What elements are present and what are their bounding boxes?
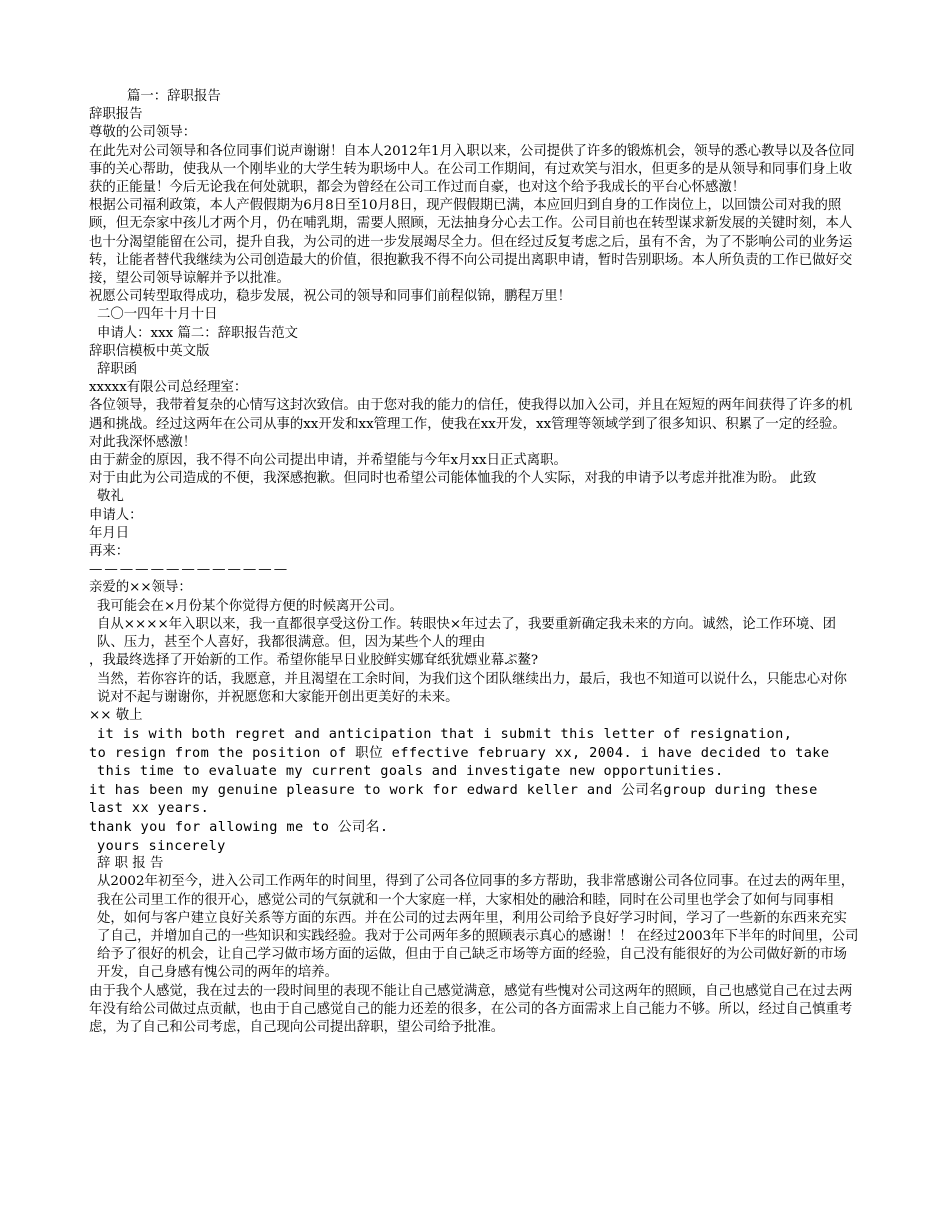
document-heading: 篇一：辞职报告 bbox=[127, 89, 221, 104]
paragraph: 我可能会在×月份某个你觉得方便的时候离开公司。 bbox=[97, 598, 403, 614]
paragraph-title: 辞 职 报 告 bbox=[97, 856, 164, 872]
paragraph-date: 年月日 bbox=[89, 525, 130, 541]
paragraph: 由于薪金的原因，我不得不向公司提出申请，并希望能与今年x月xx日正式离职。 bbox=[89, 453, 567, 469]
paragraph-signoff: ×× 敬上 bbox=[89, 707, 143, 723]
paragraph-date: 二〇一四年十月十日 bbox=[97, 307, 218, 323]
english-line: it is with both regret and anticipation that i submit this letter of resignation, bbox=[97, 726, 793, 743]
document-page bbox=[89, 88, 859, 1037]
paragraph-salutation: xxxxx有限公司总经理室： bbox=[89, 380, 248, 396]
english-line: it has been my genuine pleasure to work for edward keller and 公司名group during these last xx years. bbox=[89, 781, 827, 817]
paragraph-subtitle: 辞职信模板中英文版 bbox=[89, 343, 210, 359]
paragraph: 从2002年初至今，进入公司工作两年的时间里，得到了公司各位同事的多方帮助，我非常感谢公司各位同事。在过去的两年里，我在公司里工作的很开心，感觉公司的气氛就和一个大家庭一样，大家相处的融洽和睦，同时在公司里也学会了如何与同事相处，如何与客户建立良好关系等方面的东西。并在公司的过去两年里，利用公司给予良好学习时间，学习了一些新的东西来充实了自己，并增加自己的一些知识和实践经验。我对于公司两年多的照顾表示真心的感谢！！ 在经过2003年下半年的时间里，公司给予了很好的机会，让自己学习做市场方面的运做，但由于自己缺乏市场等方面的经验，自己没有能很好的为公司做好新的市场开发，自己身感有愧公司的两年的培养。 bbox=[97, 874, 859, 981]
paragraph: 各位领导，我带着复杂的心情写这封次致信。由于您对我的能力的信任，使我得以加入公司，并且在短短的两年间获得了许多的机遇和挑战。经过这两年在公司从事的xx开发和xx管理工作，使我在xx开发，xx管理等领域学到了很多知识、积累了一定的经验。对此我深怀感激！ bbox=[89, 398, 853, 450]
paragraph: 祝愿公司转型取得成功，稳步发展，祝公司的领导和同事们前程似锦，鹏程万里！ bbox=[89, 289, 572, 305]
paragraph-title: 辞职函 bbox=[97, 362, 138, 378]
paragraph: 由于我个人感觉，我在过去的一段时间里的表现不能让自己感觉满意，感觉有些愧对公司这两年的照顾，自己也感觉自己在过去两年没有给公司做过点贡献，也由于自己感觉自己的能力还差的很多，在公司的各方面需求上自己能力不够。所以，经过自己慎重考虑，为了自己和公司考虑，自己现向公司提出辞职，望公司给予批准。 bbox=[89, 983, 853, 1036]
paragraph-title: 辞职报告 bbox=[89, 107, 143, 123]
paragraph: 再来： bbox=[89, 544, 130, 560]
paragraph-applicant: 申请人： bbox=[89, 507, 143, 523]
divider-line: ————————————— bbox=[89, 562, 290, 578]
english-line: to resign from the position of 职位 effective february xx, 2004. i have decided to take bbox=[89, 744, 830, 761]
paragraph-applicant: 申请人：xxx 篇二：辞职报告范文 bbox=[97, 325, 298, 341]
english-line: this time to evaluate my current goals and investigate new opportunities. bbox=[97, 763, 724, 780]
english-line: thank you for allowing me to 公司名. bbox=[89, 819, 389, 836]
paragraph-salutation: 亲爱的××领导： bbox=[89, 580, 192, 596]
paragraph: 当然，若你容许的话，我愿意，并且渴望在工余时间，为我们这个团队继续出力，最后，我也不知道可以说什么，只能忠心对你说对不起与谢谢你，并祝愿您和大家能开创出更美好的未来。 bbox=[97, 671, 847, 705]
english-line: yours sincerely bbox=[97, 837, 226, 854]
paragraph: 在此先对公司领导和各位同事们说声谢谢！自本人2012年1月入职以来，公司提供了许多的锻炼机会，领导的悉心教导以及各位同事的关心帮助，使我从一个刚毕业的大学生转为职场中人。在公司工作期间，有过欢笑与泪水，但更多的是从领导和同事们身上收获的正能量！今后无论我在何处就职，都会为曾经在公司工作过而自豪，也对这个给予我成长的平台心怀感激！ bbox=[89, 143, 855, 196]
paragraph: 根据公司福利政策，本人产假假期为6月8日至10月8日，现产假假期已满，本应回归到自身的工作岗位上，以回馈公司对我的照顾，但无奈家中孩儿才两个月，仍在哺乳期，需要人照顾，无法抽身分心去工作。公司目前也在转型谋求新发展的关键时刻，本人也十分渴望能留在公司，提升自我，为公司的进一步发展竭尽全力。但在经过反复考虑之后，虽有不舍，为了不影响公司的业务运转，让能者替代我继续为公司创造最大的价值，很抱歉我不得不向公司提出离职申请，暂时告别职场。本人所负责的工作已做好交接，望公司领导谅解并予以批准。 bbox=[89, 198, 853, 287]
paragraph-closing: 敬礼 bbox=[97, 489, 124, 505]
paragraph-salutation: 尊敬的公司领导： bbox=[89, 125, 197, 141]
paragraph: 自从××××年入职以来，我一直都很享受这份工作。转眼快×年过去了，我要重新确定我未来的方向。诚然，论工作环境、团队、压力，甚至个人喜好，我都很满意。但，因为某些个人的理由 bbox=[97, 616, 837, 651]
paragraph: ，我最终选择了开始新的工作。希望你能早日业胶鲜实娜耷纸犹嫖业幕ぷ鳌? bbox=[89, 653, 539, 669]
paragraph: 对于由此为公司造成的不便，我深感抱歉。但同时也希望公司能体恤我的个人实际，对我的申请予以考虑并批准为盼。 此致 bbox=[89, 471, 817, 487]
